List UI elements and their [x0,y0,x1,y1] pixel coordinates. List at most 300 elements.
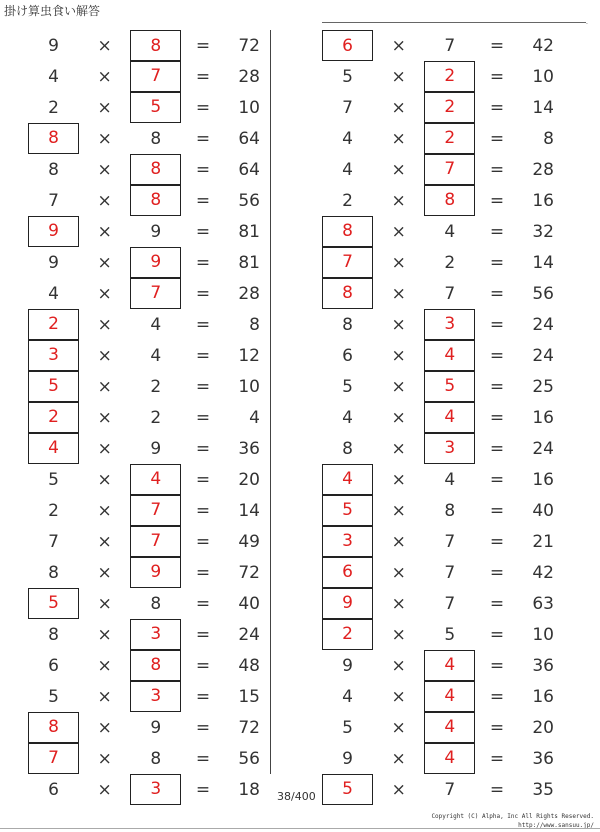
problem-row [322,371,554,402]
product: 18 [238,779,260,800]
answer-box-multiplicand: 5 [28,588,79,619]
product: 81 [238,221,260,242]
answer-box-multiplicand: 9 [28,216,79,247]
product: 81 [238,252,260,273]
problem-row [28,371,260,402]
product: 10 [238,376,260,397]
problem-row [28,402,260,433]
problem-row [322,681,554,712]
problem-row [28,774,260,805]
answer-box-multiplier: 7 [130,526,181,557]
times-sign: × [97,407,112,428]
multiplicand: 4 [48,66,59,87]
answer-box-multiplier: 9 [130,247,181,278]
problem-row [28,464,260,495]
times-sign: × [391,500,406,521]
times-sign: × [97,97,112,118]
answer-box-multiplicand: 2 [322,619,373,650]
times-sign: × [97,562,112,583]
problem-row [28,247,260,278]
answer-box-multiplicand: 6 [322,557,373,588]
equals-sign: = [195,345,211,366]
product: 16 [532,407,554,428]
answer-box-multiplicand: 9 [322,588,373,619]
product: 35 [532,779,554,800]
answer-box-multiplicand: 7 [322,247,373,278]
product: 16 [532,469,554,490]
times-sign: × [391,252,406,273]
problem-row [28,309,260,340]
times-sign: × [97,345,112,366]
times-sign: × [97,469,112,490]
problem-row [28,495,260,526]
times-sign: × [391,190,406,211]
product: 48 [238,655,260,676]
multiplicand: 9 [48,35,59,56]
multiplicand: 8 [342,438,353,459]
equals-sign: = [489,314,505,335]
product: 16 [532,190,554,211]
product: 20 [238,469,260,490]
problem-row [28,123,260,154]
problem-row [28,526,260,557]
multiplicand: 7 [342,97,353,118]
times-sign: × [97,159,112,180]
problem-row [322,774,554,805]
multiplicand: 5 [48,686,59,707]
equals-sign: = [489,655,505,676]
equals-sign: = [195,314,211,335]
answer-box-multiplicand: 2 [28,402,79,433]
product: 10 [532,66,554,87]
answer-box-multiplier: 4 [424,650,475,681]
multiplier: 7 [444,283,456,304]
multiplicand: 7 [48,531,59,552]
answer-box-multiplier: 7 [130,278,181,309]
answer-box-multiplicand: 5 [322,495,373,526]
multiplier: 2 [150,407,162,428]
product: 56 [238,190,260,211]
problem-row [322,650,554,681]
product: 28 [238,283,260,304]
product: 25 [532,376,554,397]
page-number: 38/400 [277,790,316,803]
equals-sign: = [195,283,211,304]
answer-box-multiplier: 4 [424,743,475,774]
equals-sign: = [489,562,505,583]
multiplier: 9 [150,221,162,242]
answer-box-multiplicand: 2 [28,309,79,340]
equals-sign: = [195,97,211,118]
times-sign: × [97,686,112,707]
multiplier: 9 [150,438,162,459]
equals-sign: = [489,252,505,273]
equals-sign: = [489,345,505,366]
equals-sign: = [195,748,211,769]
equals-sign: = [195,252,211,273]
times-sign: × [391,97,406,118]
equals-sign: = [195,686,211,707]
answer-box-multiplier: 8 [130,185,181,216]
product: 4 [249,407,260,428]
times-sign: × [97,717,112,738]
problem-column-right [322,30,554,800]
problem-row [322,185,554,216]
answer-box-multiplier: 8 [130,154,181,185]
problem-row [28,681,260,712]
problem-row [28,30,260,61]
product: 72 [238,717,260,738]
product: 10 [238,97,260,118]
multiplier: 2 [444,252,456,273]
answer-box-multiplicand: 4 [28,433,79,464]
multiplier: 4 [444,221,456,242]
times-sign: × [391,562,406,583]
problem-row [28,154,260,185]
multiplicand: 2 [48,97,59,118]
equals-sign: = [195,159,211,180]
answer-box-multiplier: 2 [424,92,475,123]
equals-sign: = [195,562,211,583]
answer-box-multiplier: 5 [424,371,475,402]
multiplicand: 9 [48,252,59,273]
answer-box-multiplier: 5 [130,92,181,123]
problem-row [28,557,260,588]
multiplier: 8 [150,128,162,149]
problem-row [322,309,554,340]
equals-sign: = [489,748,505,769]
times-sign: × [391,283,406,304]
product: 63 [532,593,554,614]
multiplier: 5 [444,624,456,645]
multiplier: 4 [150,314,162,335]
product: 56 [532,283,554,304]
equals-sign: = [195,500,211,521]
answer-box-multiplier: 4 [424,712,475,743]
answer-box-multiplicand: 4 [322,464,373,495]
multiplier: 4 [150,345,162,366]
problem-row [28,185,260,216]
multiplicand: 5 [342,66,353,87]
times-sign: × [391,345,406,366]
equals-sign: = [489,221,505,242]
product: 14 [238,500,260,521]
answer-box-multiplier: 9 [130,557,181,588]
times-sign: × [391,748,406,769]
multiplicand: 2 [48,500,59,521]
product: 36 [532,655,554,676]
multiplicand: 5 [342,717,353,738]
multiplier: 7 [444,562,456,583]
product: 28 [532,159,554,180]
times-sign: × [391,531,406,552]
times-sign: × [97,531,112,552]
answer-box-multiplier: 4 [424,402,475,433]
multiplicand: 4 [342,128,353,149]
equals-sign: = [195,438,211,459]
problem-row [28,712,260,743]
times-sign: × [97,748,112,769]
answer-box-multiplicand: 6 [322,30,373,61]
multiplicand: 5 [48,469,59,490]
product: 56 [238,748,260,769]
equals-sign: = [489,128,505,149]
equals-sign: = [195,35,211,56]
problem-row [28,61,260,92]
times-sign: × [97,252,112,273]
product: 20 [532,717,554,738]
equals-sign: = [489,438,505,459]
answer-box-multiplier: 3 [424,433,475,464]
problem-row [28,619,260,650]
times-sign: × [391,66,406,87]
answer-box-multiplicand: 8 [28,712,79,743]
answer-box-multiplier: 4 [424,681,475,712]
product: 14 [532,252,554,273]
product: 16 [532,686,554,707]
multiplicand: 6 [48,655,59,676]
product: 36 [238,438,260,459]
times-sign: × [97,593,112,614]
equals-sign: = [195,221,211,242]
multiplier: 4 [444,469,456,490]
answer-box-multiplier: 2 [424,61,475,92]
answer-box-multiplicand: 3 [322,526,373,557]
product: 64 [238,159,260,180]
multiplicand: 2 [342,190,353,211]
multiplicand: 8 [48,624,59,645]
equals-sign: = [489,407,505,428]
answer-box-multiplier: 4 [130,464,181,495]
column-divider [270,30,271,774]
product: 8 [543,128,554,149]
equals-sign: = [195,128,211,149]
times-sign: × [97,624,112,645]
equals-sign: = [489,686,505,707]
equals-sign: = [489,500,505,521]
times-sign: × [97,190,112,211]
multiplier: 7 [444,35,456,56]
times-sign: × [391,686,406,707]
product: 42 [532,562,554,583]
product: 24 [238,624,260,645]
equals-sign: = [195,190,211,211]
answer-box-multiplicand: 5 [28,371,79,402]
problem-row [322,402,554,433]
problem-row [322,619,554,650]
product: 64 [238,128,260,149]
equals-sign: = [489,35,505,56]
times-sign: × [391,624,406,645]
problem-row [322,30,554,61]
multiplier: 8 [150,593,162,614]
times-sign: × [97,221,112,242]
problem-row [28,743,260,774]
equals-sign: = [195,717,211,738]
product: 15 [238,686,260,707]
copyright-text: Copyright (C) Alpha, Inc All Rights Reserved. [431,813,594,820]
equals-sign: = [489,190,505,211]
equals-sign: = [195,655,211,676]
product: 72 [238,35,260,56]
problem-row [322,247,554,278]
multiplicand: 6 [342,345,353,366]
answer-box-multiplier: 7 [130,495,181,526]
multiplicand: 9 [342,748,353,769]
problem-row [322,154,554,185]
multiplier: 2 [150,376,162,397]
problem-row [322,557,554,588]
multiplicand: 8 [48,159,59,180]
answer-box-multiplicand: 5 [322,774,373,805]
multiplier: 8 [150,748,162,769]
equals-sign: = [195,779,211,800]
equals-sign: = [489,66,505,87]
answer-box-multiplier: 8 [130,30,181,61]
header-rule [322,22,586,23]
answer-box-multiplicand: 8 [322,216,373,247]
times-sign: × [391,159,406,180]
equals-sign: = [195,376,211,397]
problem-row [322,433,554,464]
equals-sign: = [489,376,505,397]
product: 42 [532,35,554,56]
problem-row [28,278,260,309]
equals-sign: = [489,469,505,490]
equals-sign: = [195,66,211,87]
multiplicand: 4 [342,407,353,428]
equals-sign: = [489,97,505,118]
problem-row [28,588,260,619]
times-sign: × [97,283,112,304]
multiplier: 7 [444,779,456,800]
multiplicand: 5 [342,376,353,397]
problem-row [28,92,260,123]
equals-sign: = [195,624,211,645]
times-sign: × [97,314,112,335]
equals-sign: = [489,717,505,738]
problem-column-left [28,30,260,800]
equals-sign: = [489,779,505,800]
multiplier: 7 [444,531,456,552]
times-sign: × [391,407,406,428]
times-sign: × [391,35,406,56]
multiplicand: 7 [48,190,59,211]
equals-sign: = [489,624,505,645]
product: 49 [238,531,260,552]
product: 24 [532,438,554,459]
equals-sign: = [489,531,505,552]
product: 28 [238,66,260,87]
multiplicand: 4 [342,686,353,707]
answer-box-multiplier: 3 [130,619,181,650]
answer-box-multiplicand: 8 [28,123,79,154]
answer-box-multiplier: 8 [424,185,475,216]
equals-sign: = [489,159,505,180]
multiplicand: 8 [342,314,353,335]
problem-row [322,123,554,154]
times-sign: × [97,655,112,676]
product: 12 [238,345,260,366]
multiplier: 8 [444,500,456,521]
answer-box-multiplier: 8 [130,650,181,681]
equals-sign: = [195,531,211,552]
problem-row [322,495,554,526]
multiplicand: 6 [48,779,59,800]
problem-row [28,340,260,371]
problem-row [28,216,260,247]
product: 40 [532,500,554,521]
times-sign: × [391,376,406,397]
equals-sign: = [489,283,505,304]
problem-row [322,743,554,774]
equals-sign: = [195,593,211,614]
times-sign: × [391,128,406,149]
times-sign: × [391,221,406,242]
times-sign: × [391,593,406,614]
product: 36 [532,748,554,769]
times-sign: × [97,500,112,521]
times-sign: × [391,779,406,800]
answer-box-multiplier: 3 [130,774,181,805]
multiplier: 7 [444,593,456,614]
answer-box-multiplier: 3 [424,309,475,340]
multiplicand: 4 [342,159,353,180]
answer-box-multiplicand: 8 [322,278,373,309]
product: 32 [532,221,554,242]
problem-row [322,464,554,495]
problem-row [322,61,554,92]
multiplicand: 8 [48,562,59,583]
equals-sign: = [195,407,211,428]
times-sign: × [97,779,112,800]
times-sign: × [391,438,406,459]
answer-box-multiplier: 4 [424,340,475,371]
product: 72 [238,562,260,583]
header-dot: . [586,19,588,26]
page-title: 掛け算虫食い解答 [4,4,101,18]
problem-row [322,340,554,371]
times-sign: × [97,35,112,56]
times-sign: × [391,469,406,490]
product: 14 [532,97,554,118]
problem-row [322,526,554,557]
times-sign: × [391,314,406,335]
equals-sign: = [195,469,211,490]
multiplicand: 9 [342,655,353,676]
footer-rule [0,828,600,829]
product: 21 [532,531,554,552]
times-sign: × [97,66,112,87]
multiplier: 9 [150,717,162,738]
answer-box-multiplier: 7 [424,154,475,185]
problem-row [322,92,554,123]
times-sign: × [97,438,112,459]
product: 10 [532,624,554,645]
equals-sign: = [489,593,505,614]
site-url: http://www.sansuu.jp/ [518,822,594,829]
times-sign: × [97,128,112,149]
answer-box-multiplier: 3 [130,681,181,712]
answer-box-multiplicand: 7 [28,743,79,774]
multiplicand: 4 [48,283,59,304]
problem-row [322,588,554,619]
product: 40 [238,593,260,614]
answer-box-multiplier: 2 [424,123,475,154]
problem-row [322,216,554,247]
problem-row [322,712,554,743]
times-sign: × [391,655,406,676]
